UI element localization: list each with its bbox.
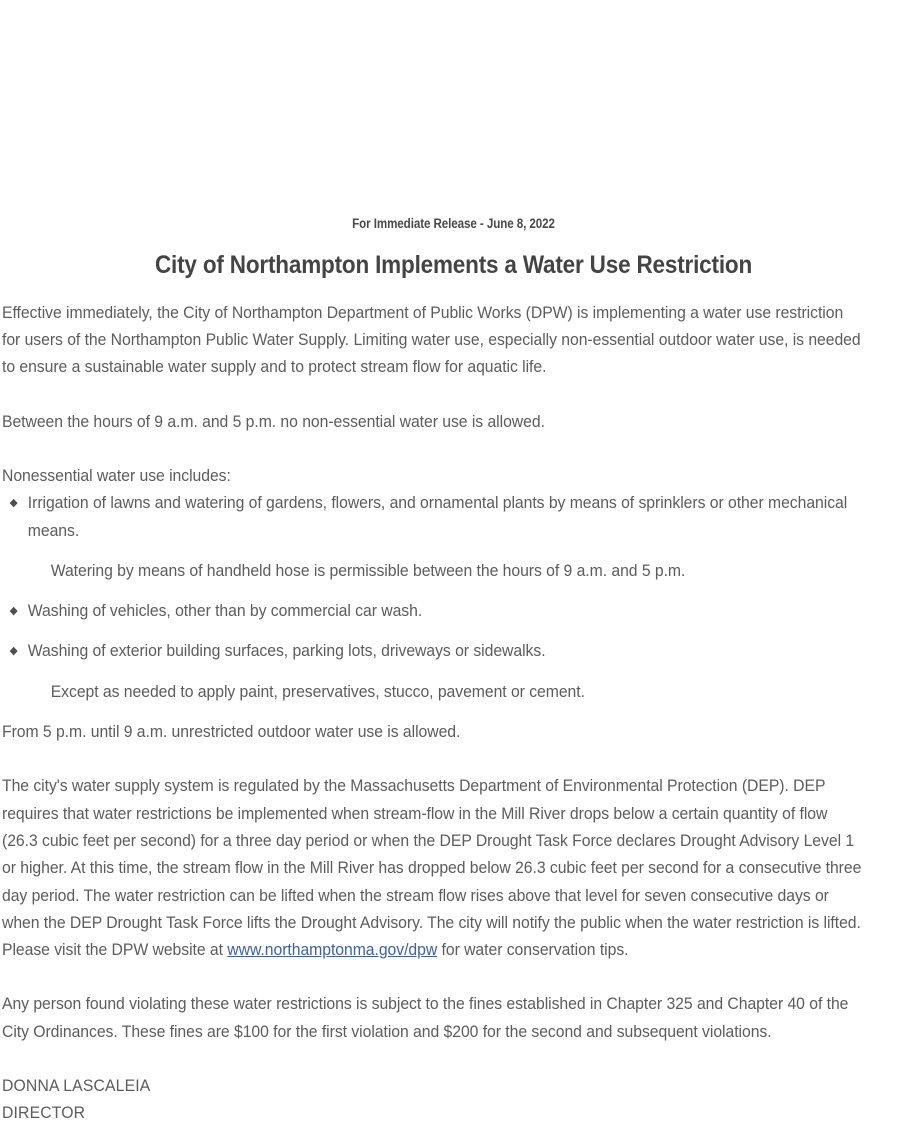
handheld-hose-note: Watering by means of handheld hose is permissible between the hours of 9 a.m. and 5 p.m. xyxy=(50,561,686,580)
nonessential-heading: Nonessential water use includes: xyxy=(2,466,231,485)
spacer xyxy=(2,545,905,558)
spacer xyxy=(2,585,905,598)
top-whitespace xyxy=(2,0,905,215)
list-item-label: Washing of exterior building surfaces, parking lots, driveways or sidewalks. xyxy=(27,642,546,661)
spacer xyxy=(2,706,905,719)
signature-title: DIRECTOR xyxy=(2,1104,86,1123)
spacer xyxy=(2,1046,905,1073)
list-item xyxy=(2,638,864,665)
list-item-label: Washing of vehicles, other than by commercial car wash. xyxy=(27,602,423,621)
document-body xyxy=(2,300,905,1128)
spacer xyxy=(2,382,905,409)
page-title: City of Northampton Implements a Water Use Restriction xyxy=(154,251,753,279)
list-item-label: Irrigation of lawns and watering of gardens, flowers, and ornamental plants by means of sprinklers or other mechanical means. xyxy=(27,494,848,540)
dep-regulation-text-part2: for water conservation tips. xyxy=(437,941,629,960)
nonessential-use-list xyxy=(2,490,905,545)
spacer xyxy=(2,666,905,679)
list-item xyxy=(2,490,864,545)
paint-exception-note: Except as needed to apply paint, preservatives, stucco, pavement or cement. xyxy=(50,682,585,701)
list-item xyxy=(2,598,864,625)
nonessential-use-list-continued xyxy=(2,598,905,625)
spacer xyxy=(2,436,905,463)
release-date-line: For Immediate Release - June 8, 2022 xyxy=(352,216,555,231)
spacer xyxy=(2,964,905,991)
dpw-website-link[interactable]: www.northamptonma.gov/dpw xyxy=(227,941,438,960)
spacer xyxy=(2,625,905,638)
nonessential-use-list-continued-2 xyxy=(2,638,905,665)
dep-regulation-paragraph xyxy=(2,773,864,964)
diamond-bullet-icon: ◆ xyxy=(9,497,18,510)
diamond-bullet-icon: ◆ xyxy=(9,645,18,658)
diamond-bullet-icon: ◆ xyxy=(9,605,18,618)
hours-restriction-paragraph: Between the hours of 9 a.m. and 5 p.m. no non-essential water use is allowed. xyxy=(2,412,545,431)
spacer xyxy=(2,746,905,773)
fines-paragraph: Any person found violating these water restrictions is subject to the fines established in Chapter 325 and Chapter 40 of the City Ordinances. These fines are $100 for the first violation and $200 for the second and subsequent violations. xyxy=(2,995,849,1041)
intro-paragraph: Effective immediately, the City of Northampton Department of Public Works (DPW) is implementing a water use restriction for users of the Northampton Public Water Supply. Limiting water use, especially non-essential outdoor water use, is needed to ensure a sustainable water supply and to protect stream flow for aquatic life. xyxy=(2,303,861,377)
unrestricted-hours-paragraph: From 5 p.m. until 9 a.m. unrestricted outdoor water use is allowed. xyxy=(2,723,461,742)
dep-regulation-text-part1: The city's water supply system is regulated by the Massachusetts Department of Environmental Protection (DEP). DEP requires that water restrictions be implemented when stream-flow in the Mill River drops below a certain quantity of flow (26.3 cubic feet per second) for a three day period or when the DEP Drought Task Force declares Drought Advisory Level 1 or higher. At this time, the stream flow in the Mill River has dropped below 26.3 cubic feet per second for a consecutive three day period. The water restriction can be lifted when the stream flow rises above that level for seven consecutive days or when the DEP Drought Task Force lifts the Drought Advisory. The city will notify the public when the water restriction is lifted. Please visit the DPW website at xyxy=(2,777,862,960)
signature-name: DONNA LASCALEIA xyxy=(2,1076,151,1095)
